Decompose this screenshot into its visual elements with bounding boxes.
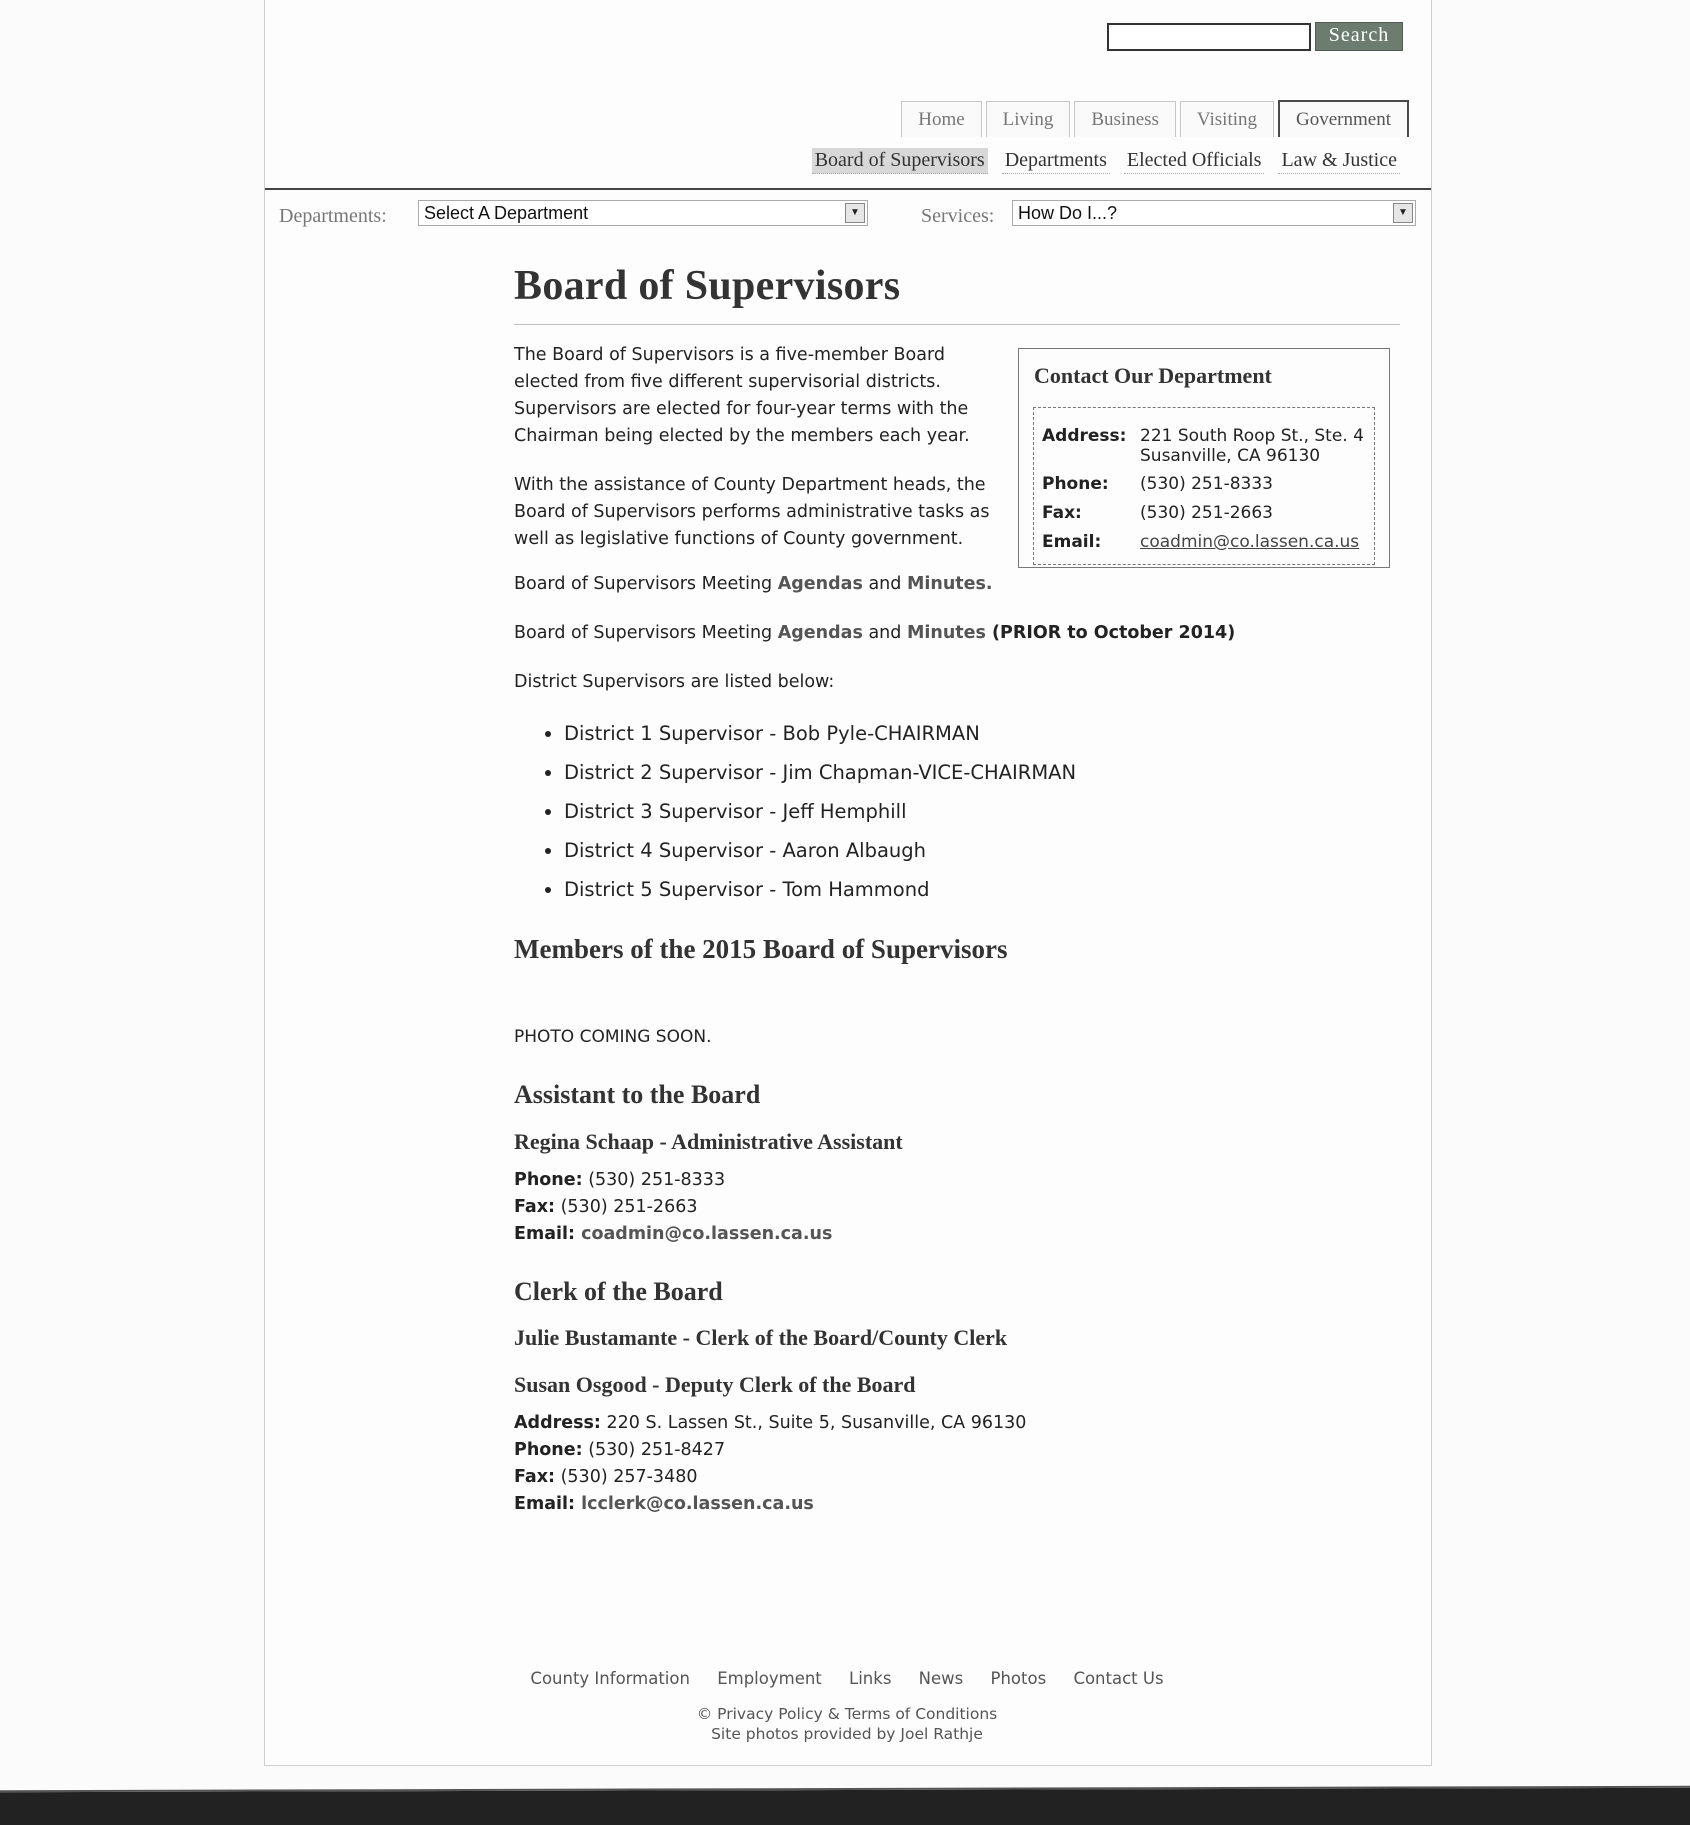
clerk-fax-label: Fax: — [514, 1467, 556, 1487]
page-title: Board of Supervisors — [514, 263, 901, 309]
assistant-email — [514, 1224, 832, 1244]
contact-address-line2: Susanville, CA 96130 — [1140, 446, 1321, 466]
intro-paragraph-1: The Board of Supervisors is a five-member Board elected from five different supervisorial districts. Supervisors are elected for four-year terms with the Chairman being elected by the members each year. — [514, 345, 970, 446]
scan-paper-edge — [0, 1776, 1690, 1792]
clerk-phone-value: (530) 251-8427 — [582, 1440, 726, 1460]
contact-phone-label: Phone: — [1042, 474, 1109, 494]
clerk-fax-value: (530) 257-3480 — [555, 1467, 698, 1487]
list-item: • District 5 Supervisor - Tom Hammond — [564, 870, 1076, 909]
clerk-heading: Clerk of the Board — [514, 1277, 723, 1306]
clerk-fax — [514, 1467, 697, 1487]
tab-government[interactable]: Government — [1278, 100, 1409, 137]
meetings-and: and — [862, 574, 907, 594]
footer-link-photos[interactable]: Photos — [990, 1669, 1047, 1688]
contact-address — [1140, 426, 1380, 466]
meetings-prefix: Board of Supervisors Meeting — [514, 574, 778, 594]
scan-edge — [0, 1786, 1690, 1825]
tab-business[interactable]: Business — [1074, 101, 1176, 137]
clerk-address-value: 220 S. Lassen St., Suite 5, Susanville, CA 96130 — [600, 1413, 1027, 1433]
clerk-email — [514, 1494, 814, 1514]
footer-links — [264, 1669, 1430, 1688]
assistant-name: Regina Schaap - Administrative Assistant — [514, 1129, 903, 1154]
assistant-phone-value: (530) 251-8333 — [582, 1170, 726, 1190]
tab-visiting[interactable]: Visiting — [1180, 101, 1274, 137]
services-select-value: How Do I...? — [1018, 203, 1118, 223]
supervisor-list — [539, 714, 1076, 909]
footer-copyright — [264, 1704, 1430, 1744]
clerk-email-link[interactable]: lcclerk@co.lassen.ca.us — [575, 1494, 814, 1514]
minutes-prior-link[interactable]: Minutes — [906, 623, 986, 643]
agendas-link[interactable]: Agendas — [777, 574, 863, 594]
clerk-phone — [514, 1440, 725, 1460]
subnav-law-justice[interactable]: Law & Justice — [1278, 148, 1400, 174]
list-item: • District 3 Supervisor - Jeff Hemphill — [564, 792, 1076, 831]
intro-paragraph-2: With the assistance of County Department heads, the Board of Supervisors performs administrative tasks as well as legislative functions of County government. — [514, 475, 990, 549]
contact-address-label: Address: — [1042, 426, 1127, 446]
deputy-clerk-name: Susan Osgood - Deputy Clerk of the Board — [514, 1372, 916, 1397]
list-item: • District 2 Supervisor - Jim Chapman-VICE-CHAIRMAN — [564, 753, 1076, 792]
privacy-policy-link[interactable]: © Privacy Policy & Terms of Conditions — [696, 1705, 998, 1723]
agendas-prior-link[interactable]: Agendas — [777, 623, 863, 643]
contact-details — [1033, 407, 1375, 565]
footer-link-news[interactable]: News — [918, 1669, 964, 1688]
contact-email-link[interactable]: coadmin@co.lassen.ca.us — [1140, 532, 1360, 552]
photo-credit: Site photos provided by Joel Rathje — [711, 1725, 983, 1743]
contact-box — [1018, 348, 1390, 568]
assistant-phone — [514, 1170, 725, 1190]
search-input[interactable] — [1107, 23, 1311, 51]
clerk-name: Julie Bustamante - Clerk of the Board/County Clerk — [514, 1325, 1008, 1350]
assistant-fax-value: (530) 251-2663 — [555, 1197, 698, 1217]
main-tabs — [901, 101, 1409, 138]
contact-heading: Contact Our Department — [1034, 363, 1272, 388]
footer-link-links[interactable]: Links — [849, 1669, 892, 1688]
meetings-line — [514, 574, 993, 594]
clerk-address — [514, 1413, 1026, 1433]
main-content — [514, 262, 1400, 1514]
departments-select-value: Select A Department — [424, 203, 589, 223]
meetings-prior-and: and — [862, 623, 907, 643]
contact-email — [1140, 532, 1380, 552]
footer-link-contact-us[interactable]: Contact Us — [1073, 1669, 1164, 1688]
members-heading: Members of the 2015 Board of Supervisors — [514, 934, 1008, 964]
chevron-down-icon[interactable]: ▼ — [845, 203, 865, 223]
list-item: • District 4 Supervisor - Aaron Albaugh — [564, 831, 1076, 870]
district-intro: District Supervisors are listed below: — [514, 672, 835, 692]
prior-note: (PRIOR to October 2014) — [985, 623, 1236, 643]
footer-link-employment[interactable]: Employment — [717, 1669, 822, 1688]
minutes-link[interactable]: Minutes. — [906, 574, 993, 594]
page-container — [264, 0, 1432, 1766]
meetings-prior-line — [514, 623, 1235, 643]
services-select[interactable] — [1012, 200, 1416, 226]
assistant-phone-label: Phone: — [514, 1170, 583, 1190]
departments-select[interactable] — [418, 200, 868, 226]
contact-email-label: Email: — [1042, 532, 1102, 552]
subnav-board-of-supervisors[interactable]: Board of Supervisors — [812, 148, 988, 174]
services-label: Services: — [921, 205, 995, 227]
chevron-down-icon[interactable]: ▼ — [1393, 203, 1413, 223]
meetings-prior-prefix: Board of Supervisors Meeting — [514, 623, 778, 643]
clerk-phone-label: Phone: — [514, 1440, 583, 1460]
subnav-elected-officials[interactable]: Elected Officials — [1124, 148, 1265, 174]
assistant-fax — [514, 1197, 697, 1217]
title-divider — [514, 324, 1400, 325]
assistant-heading: Assistant to the Board — [514, 1080, 761, 1109]
departments-label: Departments: — [279, 205, 387, 227]
photo-placeholder-text: PHOTO COMING SOON. — [514, 1027, 712, 1047]
tab-home[interactable]: Home — [901, 101, 981, 137]
clerk-address-label: Address: — [514, 1413, 601, 1433]
contact-phone: (530) 251-8333 — [1140, 474, 1273, 494]
contact-fax: (530) 251-2663 — [1140, 503, 1273, 523]
search-button[interactable]: Search — [1315, 22, 1403, 51]
subnav-departments[interactable]: Departments — [1002, 148, 1110, 174]
clerk-email-label: Email: — [514, 1494, 575, 1514]
assistant-fax-label: Fax: — [514, 1197, 556, 1217]
footer-link-county-information[interactable]: County Information — [530, 1669, 690, 1688]
contact-fax-label: Fax: — [1042, 503, 1082, 523]
nav-divider — [265, 188, 1431, 190]
assistant-email-label: Email: — [514, 1224, 575, 1244]
sub-navigation — [812, 148, 1400, 174]
list-item: • District 1 Supervisor - Bob Pyle-CHAIRMAN — [564, 714, 1076, 753]
intro-text — [514, 342, 1004, 575]
contact-address-line1: 221 South Roop St., Ste. 4 — [1140, 426, 1364, 446]
assistant-email-link[interactable]: coadmin@co.lassen.ca.us — [575, 1224, 833, 1244]
tab-living[interactable]: Living — [986, 101, 1071, 137]
